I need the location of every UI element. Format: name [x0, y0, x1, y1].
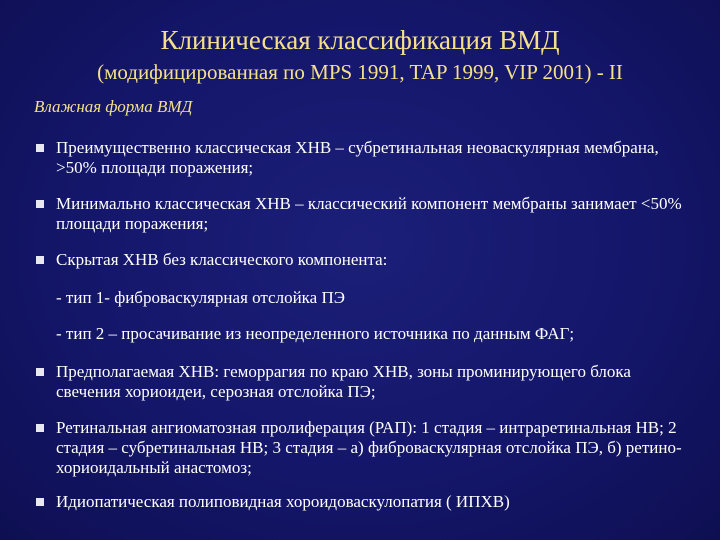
square-bullet-icon: [36, 498, 44, 506]
bullet-item-3: [36, 250, 686, 270]
square-bullet-icon: [36, 144, 44, 152]
square-bullet-icon: [36, 256, 44, 264]
bullet-text: Скрытая ХНВ без классического компонента:: [56, 250, 388, 269]
bullet-text: Минимально классическая ХНВ – классический компонент мембраны занимает <50% площади поражения;: [56, 194, 682, 233]
bullet-text: Ретинальная ангиоматозная пролиферация (РАП): 1 стадия – интраретинальная НВ; 2 стадия – субретинальная НВ; 3 стадия – а) фиброваскулярная отслойка ПЭ, б) ретино-хориоидальный анастомоз;: [56, 418, 682, 477]
bullet-text: Предполагаемая ХНВ: геморрагия по краю ХНВ, зоны проминирующего блока свечения хориоидеи, серозная отслойка ПЭ;: [56, 362, 631, 401]
bullet-item-2: [36, 194, 686, 234]
bullet-item-1: [36, 138, 686, 178]
sub-item-type-2: - тип 2 – просачивание из неопределенного источника по данным ФАГ;: [56, 324, 575, 343]
slide-subtitle: (модифицированная по MPS 1991, TAP 1999, VIP 2001) - II: [97, 60, 623, 84]
square-bullet-icon: [36, 368, 44, 376]
bullet-item-6: [36, 492, 686, 512]
bullet-item-4: [36, 362, 686, 402]
square-bullet-icon: [36, 200, 44, 208]
bullet-text: Идиопатическая полиповидная хороидоваскулопатия ( ИПХВ): [56, 492, 510, 511]
sub-item-type-1: - тип 1- фиброваскулярная отслойка ПЭ: [56, 288, 345, 307]
bullet-text: Преимущественно классическая ХНВ – субретинальная неоваскулярная мембрана, >50% площади поражения;: [56, 138, 659, 177]
section-heading: Влажная форма ВМД: [34, 97, 193, 116]
bullet-item-5: [36, 418, 686, 478]
square-bullet-icon: [36, 424, 44, 432]
slide-title: Клиническая классификация ВМД: [160, 25, 560, 55]
